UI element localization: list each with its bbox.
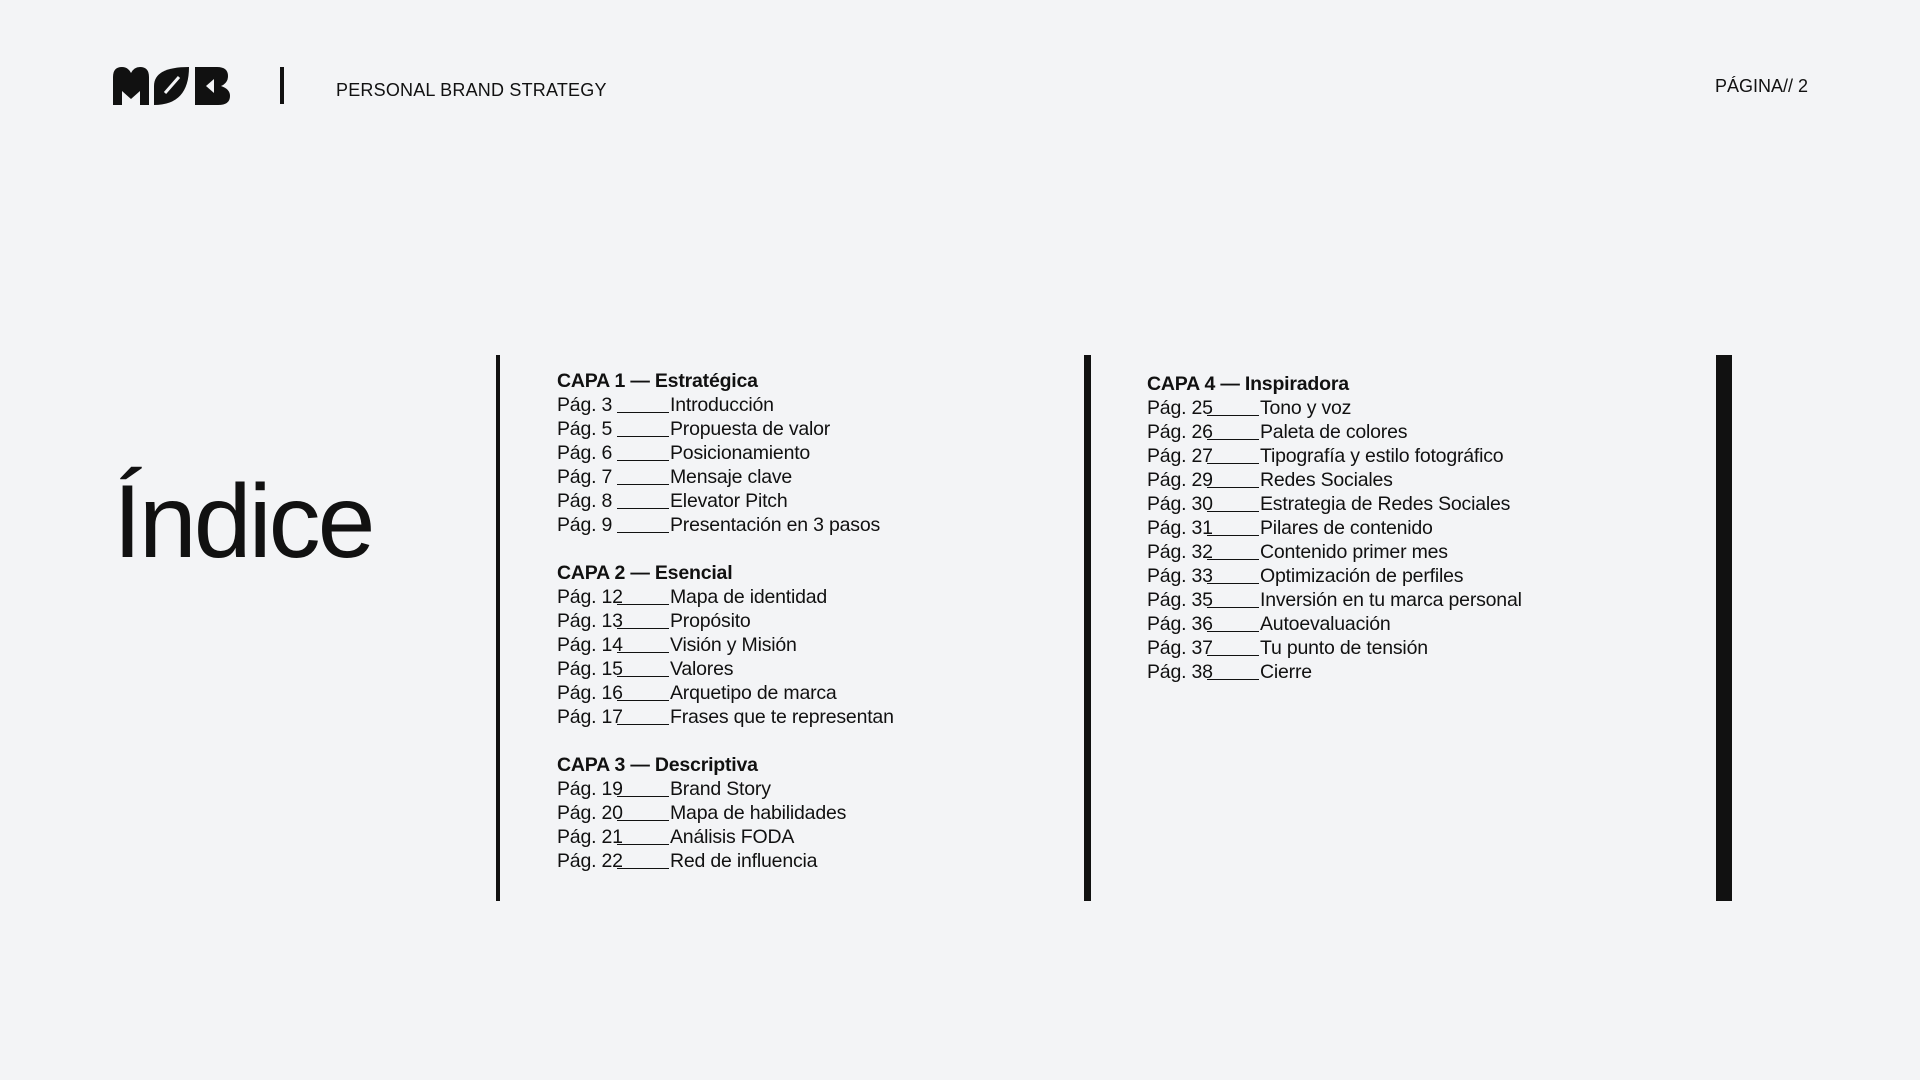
entry-label: Valores <box>670 658 734 680</box>
toc-entry[interactable] <box>1147 516 1522 540</box>
leader-line <box>1207 396 1259 416</box>
entry-label: Tono y voz <box>1260 397 1352 419</box>
entry-page: Pág. 26 <box>1147 421 1213 443</box>
mob-logo <box>113 67 230 105</box>
leader-line <box>617 657 669 677</box>
index-heading: Índice <box>113 464 373 580</box>
leader-line <box>1207 540 1259 560</box>
entry-page: Pág. 20 <box>557 802 623 824</box>
leader-line <box>1207 492 1259 512</box>
toc-entry[interactable] <box>557 801 894 825</box>
leader-line <box>1207 516 1259 536</box>
entry-label: Introducción <box>670 394 774 416</box>
toc-entry[interactable] <box>557 657 894 681</box>
entry-label: Arquetipo de marca <box>670 682 837 704</box>
leader-line <box>617 465 669 485</box>
entry-page: Pág. 35 <box>1147 589 1213 611</box>
section-title: CAPA 2 — Esencial <box>557 562 733 584</box>
leader-line <box>617 609 669 629</box>
entry-page: Pág. 31 <box>1147 517 1213 539</box>
toc-section <box>557 561 894 729</box>
toc-entry[interactable] <box>557 393 894 417</box>
leader-line <box>617 825 669 845</box>
entry-page: Pág. 37 <box>1147 637 1213 659</box>
leader-line <box>617 489 669 509</box>
entry-page: Pág. 36 <box>1147 613 1213 635</box>
toc-entry[interactable] <box>1147 420 1522 444</box>
entry-label: Red de influencia <box>670 850 818 872</box>
leader-line <box>1207 588 1259 608</box>
entry-page: Pág. 17 <box>557 706 623 728</box>
entry-label: Mapa de identidad <box>670 586 828 608</box>
leader-line <box>1207 564 1259 584</box>
leader-line <box>617 849 669 869</box>
toc-column-left <box>557 369 894 897</box>
entry-label: Propósito <box>670 610 751 632</box>
leader-line <box>1207 420 1259 440</box>
entry-label: Visión y Misión <box>670 634 797 656</box>
leader-line <box>617 417 669 437</box>
toc-entry[interactable] <box>1147 636 1522 660</box>
toc-entry[interactable] <box>557 681 894 705</box>
entry-label: Frases que te representan <box>670 706 894 728</box>
entry-page: Pág. 9 <box>557 514 613 536</box>
toc-entry[interactable] <box>557 441 894 465</box>
entry-label: Propuesta de valor <box>670 418 831 440</box>
entry-page: Pág. 7 <box>557 466 613 488</box>
entry-label: Presentación en 3 pasos <box>670 514 881 536</box>
entry-label: Optimización de perfiles <box>1260 565 1464 587</box>
section-title: CAPA 1 — Estratégica <box>557 370 758 392</box>
toc-entry[interactable] <box>557 705 894 729</box>
leader-line <box>1207 468 1259 488</box>
entry-page: Pág. 13 <box>557 610 623 632</box>
leader-line <box>1207 660 1259 680</box>
entry-label: Tipografía y estilo fotográfico <box>1260 445 1504 467</box>
toc-entry[interactable] <box>557 513 894 537</box>
leader-line <box>617 393 669 413</box>
toc-entry[interactable] <box>1147 540 1522 564</box>
leader-line <box>617 633 669 653</box>
entry-label: Brand Story <box>670 778 771 800</box>
entry-page: Pág. 15 <box>557 658 623 680</box>
entry-label: Inversión en tu marca personal <box>1260 589 1522 611</box>
entry-page: Pág. 5 <box>557 418 613 440</box>
entry-label: Elevator Pitch <box>670 490 788 512</box>
entry-page: Pág. 22 <box>557 850 623 872</box>
toc-section <box>1147 372 1522 684</box>
entry-label: Mapa de habilidades <box>670 802 847 824</box>
entry-page: Pág. 3 <box>557 394 613 416</box>
toc-entry[interactable] <box>1147 444 1522 468</box>
section-title: CAPA 3 — Descriptiva <box>557 754 758 776</box>
document-title: PERSONAL BRAND STRATEGY <box>336 80 607 100</box>
toc-section <box>557 369 894 537</box>
entry-page: Pág. 21 <box>557 826 623 848</box>
entry-label: Pilares de contenido <box>1260 517 1433 539</box>
toc-entry[interactable] <box>557 417 894 441</box>
entry-page: Pág. 38 <box>1147 661 1213 683</box>
entry-label: Paleta de colores <box>1260 421 1408 443</box>
page-number: PÁGINA// 2 <box>1714 76 1808 96</box>
entry-page: Pág. 29 <box>1147 469 1213 491</box>
entry-label: Cierre <box>1260 661 1312 683</box>
entry-page: Pág. 32 <box>1147 541 1213 563</box>
leader-line <box>1207 612 1259 632</box>
toc-entry[interactable] <box>1147 612 1522 636</box>
entry-label: Redes Sociales <box>1260 469 1393 491</box>
toc-entry[interactable] <box>1147 396 1522 420</box>
entry-label: Posicionamiento <box>670 442 811 464</box>
entry-page: Pág. 30 <box>1147 493 1213 515</box>
entry-page: Pág. 14 <box>557 634 623 656</box>
leader-line <box>617 441 669 461</box>
column-divider <box>1716 355 1732 901</box>
entry-label: Tu punto de tensión <box>1260 637 1428 659</box>
entry-label: Autoevaluación <box>1260 613 1391 635</box>
leader-line <box>617 681 669 701</box>
entry-page: Pág. 27 <box>1147 445 1213 467</box>
toc-entry[interactable] <box>1147 468 1522 492</box>
leader-line <box>617 585 669 605</box>
toc-entry[interactable] <box>557 585 894 609</box>
toc-entry[interactable] <box>1147 660 1522 684</box>
toc-entry[interactable] <box>557 609 894 633</box>
toc-entry[interactable] <box>1147 492 1522 516</box>
toc-entry[interactable] <box>557 465 894 489</box>
entry-page: Pág. 8 <box>557 490 613 512</box>
leader-line <box>617 777 669 797</box>
entry-label: Estrategia de Redes Sociales <box>1260 493 1511 515</box>
column-divider <box>496 355 500 901</box>
leader-line <box>617 513 669 533</box>
toc-entry[interactable] <box>1147 588 1522 612</box>
leader-line <box>617 801 669 821</box>
leader-line <box>617 705 669 725</box>
section-title: CAPA 4 — Inspiradora <box>1147 373 1349 395</box>
entry-label: Contenido primer mes <box>1260 541 1448 563</box>
entry-label: Análisis FODA <box>670 826 795 848</box>
toc-entry[interactable] <box>557 489 894 513</box>
entry-page: Pág. 6 <box>557 442 613 464</box>
entry-page: Pág. 19 <box>557 778 623 800</box>
leader-line <box>1207 636 1259 656</box>
toc-column-right <box>1147 372 1522 708</box>
entry-page: Pág. 16 <box>557 682 623 704</box>
column-divider <box>1084 355 1091 901</box>
entry-label: Mensaje clave <box>670 466 793 488</box>
toc-entry[interactable] <box>557 849 894 873</box>
toc-entry[interactable] <box>557 633 894 657</box>
entry-page: Pág. 25 <box>1147 397 1213 419</box>
toc-section <box>557 753 894 873</box>
toc-entry[interactable] <box>557 825 894 849</box>
leader-line <box>1207 444 1259 464</box>
toc-entry[interactable] <box>1147 564 1522 588</box>
entry-page: Pág. 33 <box>1147 565 1213 587</box>
entry-page: Pág. 12 <box>557 586 623 608</box>
header-divider <box>280 67 284 104</box>
toc-entry[interactable] <box>557 777 894 801</box>
